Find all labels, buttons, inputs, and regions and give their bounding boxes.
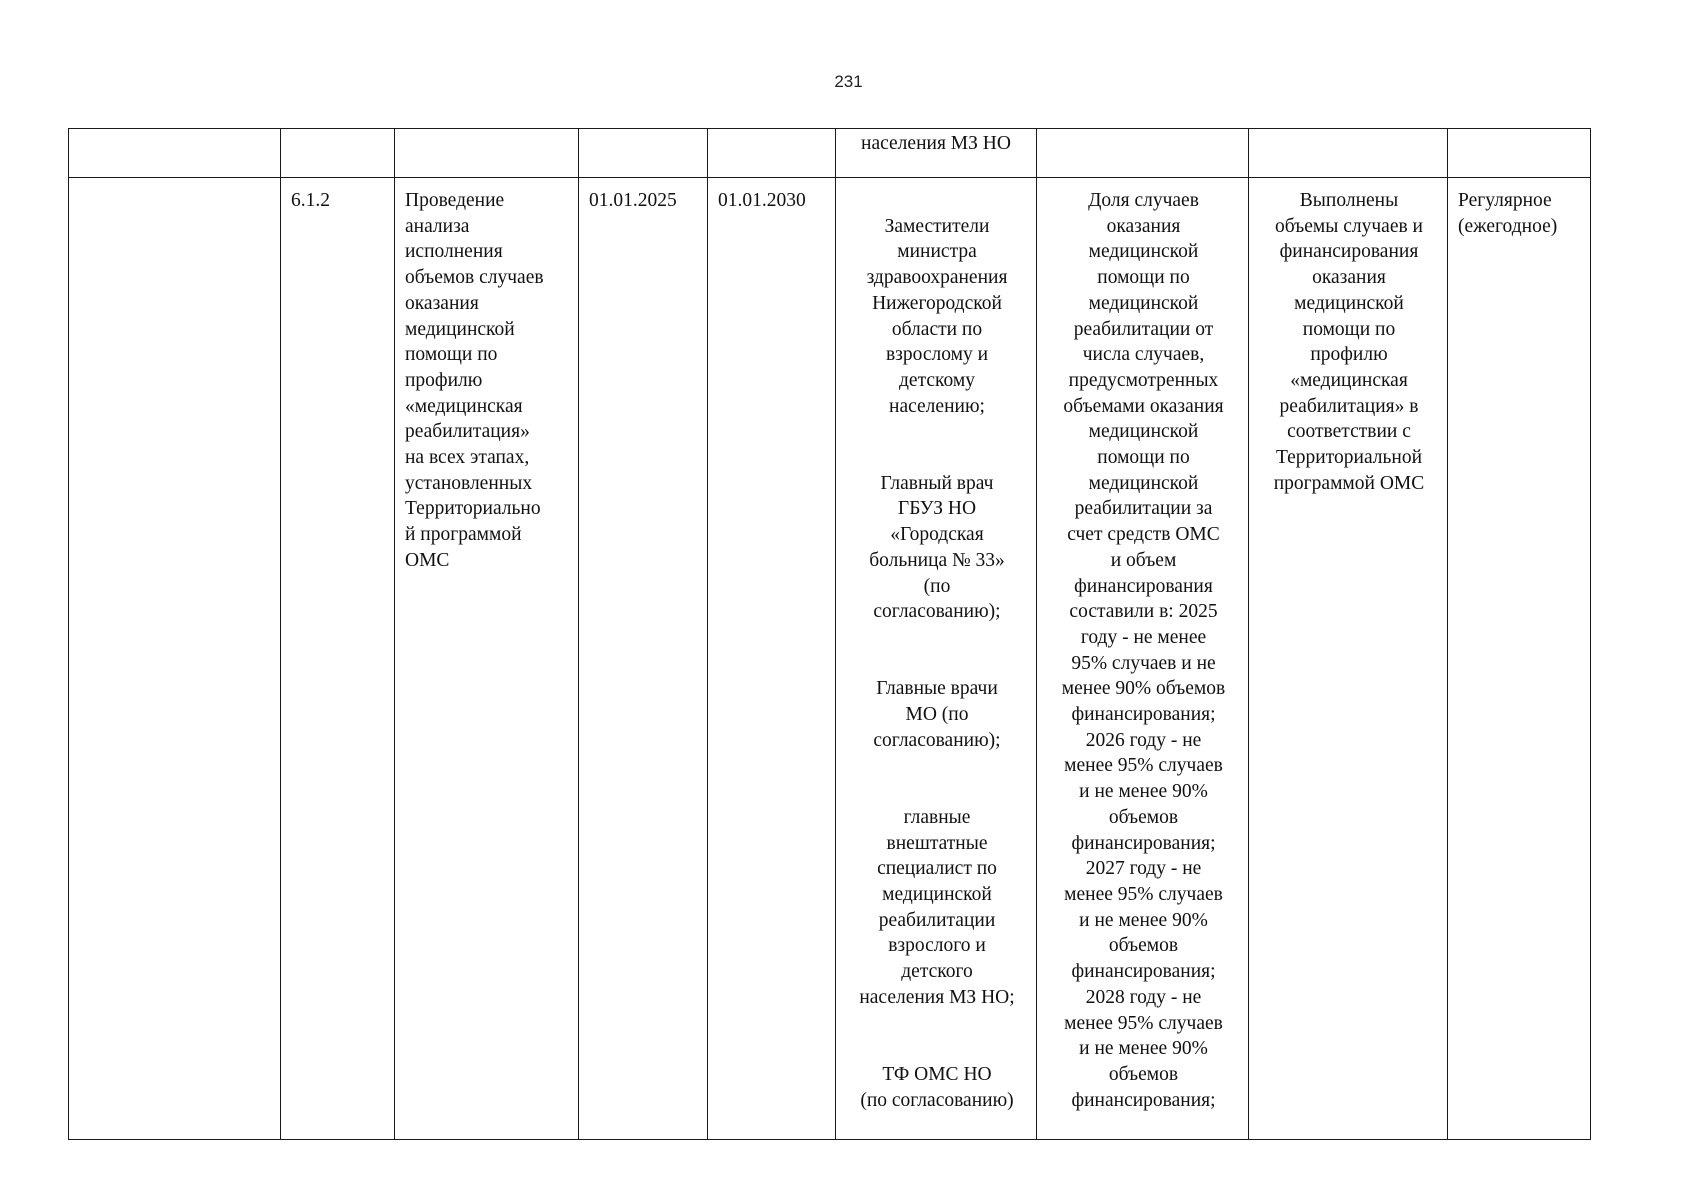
cell-empty [281,129,395,178]
cell-start-date [579,178,708,1140]
end-date: 01.01.2030 [718,190,806,211]
table-row-continuation [69,129,1591,178]
cell-empty [1037,129,1249,178]
responsible-chief-specialists: главные внештатные специалист по медицинской реабилитации взрослого и детского населения МЗ НО; [859,806,1015,1008]
cell-empty [708,129,836,178]
indicator-text: Доля случаев оказания медицинской помощи по медицинской реабилитации от числа случаев, предусмотренных объемами оказания медицинской помощи по медицинской реабилитации за счет средств ОМС и объем финансирования составили в: 2025 году - не менее 95% случаев и не менее 90% объемов финансирования; 2026 году - не менее 95% случаев и не менее 90% объемов финансирования; 2027 году - не менее 95% случаев и не менее 90% объемов финансирования; 2028 году - не менее 95% случаев и не менее 90% объемов финансирования; [1061,190,1226,1111]
cell-empty [69,178,281,1140]
cell-empty [1249,129,1448,178]
cell-empty [579,129,708,178]
cell-end-date [708,178,836,1140]
cell-responsible [836,178,1037,1140]
start-date: 01.01.2025 [589,190,677,211]
table-row-6-1-2 [69,178,1591,1140]
responsible-hospital-33: Главный врач ГБУЗ НО «Городская больница № 33» (по согласованию); [869,472,1005,623]
page-number: 231 [834,72,863,91]
responsible-list [836,178,1036,1139]
cell-empty [69,129,281,178]
cell-empty [1448,129,1591,178]
action-plan-table [68,128,1591,1140]
periodicity-text: Регулярное (ежегодное) [1458,190,1558,237]
cell-number [281,178,395,1140]
cell-indicator [1037,178,1249,1140]
cell-empty [395,129,579,178]
responsible-deputy-ministers: Заместители министра здравоохранения Нижегородской области по взрослому и детскому населению; [866,215,1008,417]
cell-responsible-continuation [836,129,1037,178]
responsible-continuation-text: населения МЗ НО [861,133,1011,154]
cell-action [395,178,579,1140]
responsible-mo-chiefs: Главные врачи МО (по согласованию); [873,678,1001,751]
cell-periodicity [1448,178,1591,1140]
result-text: Выполнены объемы случаев и финансирования оказания медицинской помощи по профилю «медицинская реабилитация» в соответствии с Территориальной программой ОМС [1273,190,1425,494]
responsible-tfoms: ТФ ОМС НО (по согласованию) [860,1063,1014,1111]
cell-result [1249,178,1448,1140]
item-number: 6.1.2 [291,190,330,211]
action-description: Проведение анализа исполнения объемов случаев оказания медицинской помощи по профилю «медицинская реабилитация» на всех этапах, установленных Территориально й программой ОМС [405,190,544,571]
